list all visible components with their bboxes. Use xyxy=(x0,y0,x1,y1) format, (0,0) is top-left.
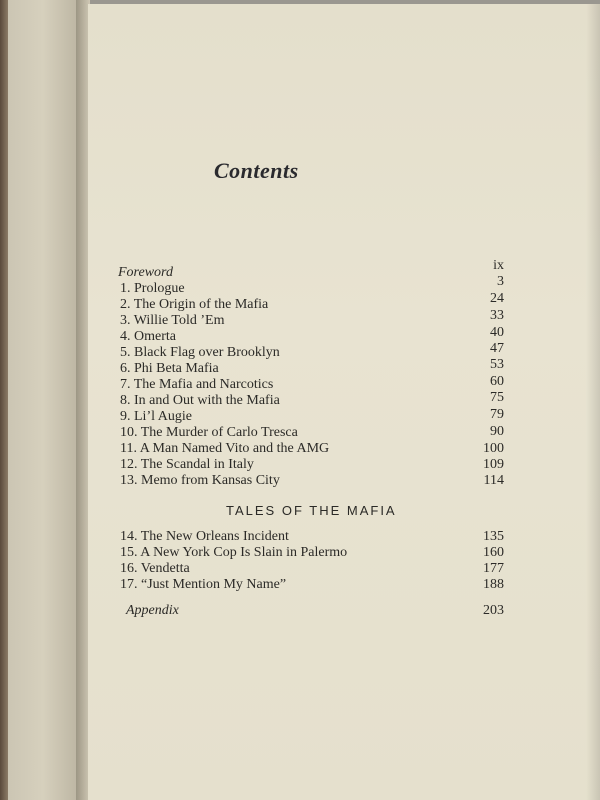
toc-entry-page: 177 xyxy=(483,561,504,576)
toc-entry-page: 79 xyxy=(490,407,504,422)
toc-entry-page: 47 xyxy=(490,341,504,356)
toc-entry-page: ix xyxy=(493,258,504,273)
toc-entry-label: 3. Willie Told ’Em xyxy=(120,313,225,328)
toc-entry xyxy=(88,529,600,545)
toc-entry-page: 53 xyxy=(490,357,504,372)
section-heading: TALES OF THE MAFIA xyxy=(226,503,397,518)
toc-entry-label: 5. Black Flag over Brooklyn xyxy=(120,345,280,360)
toc-entry xyxy=(88,308,600,329)
page-title: Contents xyxy=(214,158,299,183)
toc-entry-label: 8. In and Out with the Mafia xyxy=(120,393,280,408)
toc-entry-label: 14. The New Orleans Incident xyxy=(120,529,289,544)
toc-entry xyxy=(88,457,600,473)
toc-entry-label: 1. Prologue xyxy=(120,281,185,296)
toc-entry-label: 10. The Murder of Carlo Tresca xyxy=(120,425,298,440)
toc-entry xyxy=(88,274,600,297)
toc-entry-label: 15. A New York Cop Is Slain in Palermo xyxy=(120,545,348,560)
toc-entry-page: 75 xyxy=(490,390,504,405)
toc-entry-page: 114 xyxy=(483,473,504,488)
toc-entry xyxy=(88,325,600,345)
book-cover-edge xyxy=(0,0,8,800)
contents-page xyxy=(88,4,600,800)
toc-entry-label: 9. Li’l Augie xyxy=(120,409,192,424)
toc-entry-page: 135 xyxy=(483,529,504,544)
toc-entry-label: 2. The Origin of the Mafia xyxy=(120,297,269,312)
toc-entry-page: 203 xyxy=(483,603,504,618)
toc-entry-page: 24 xyxy=(490,291,504,306)
toc-entry xyxy=(88,425,600,441)
toc-entry-page: 40 xyxy=(490,325,504,340)
toc-entry-page: 60 xyxy=(490,374,504,389)
toc-entry xyxy=(88,374,600,393)
toc-entry xyxy=(88,390,600,409)
toc-entry-label: 11. A Man Named Vito and the AMG xyxy=(120,441,330,456)
toc-entry-page: 3 xyxy=(497,274,504,289)
toc-entry xyxy=(88,473,600,489)
toc-entry-label: 12. The Scandal in Italy xyxy=(120,457,254,472)
toc-entry-page: 109 xyxy=(483,457,504,472)
toc-entry-foreword xyxy=(88,258,600,281)
toc-entry-page: 90 xyxy=(490,424,504,439)
toc-entry-label: Foreword xyxy=(118,265,173,280)
toc-entry xyxy=(88,409,600,425)
toc-entry-label: 17. “Just Mention My Name” xyxy=(120,577,287,592)
toc-entry-label: 7. The Mafia and Narcotics xyxy=(120,377,274,392)
toc-entry xyxy=(88,291,600,313)
toc-entry-label: 6. Phi Beta Mafia xyxy=(120,361,219,376)
toc-entry-label: 13. Memo from Kansas City xyxy=(120,473,280,488)
toc-entry xyxy=(88,577,600,593)
book-spine-page xyxy=(0,0,78,800)
toc-entry-page: 188 xyxy=(483,577,504,592)
toc-entry-page: 160 xyxy=(483,545,504,560)
toc-entry xyxy=(88,561,600,577)
toc-entry-label: 4. Omerta xyxy=(120,329,176,344)
toc-entry xyxy=(88,341,600,361)
toc-entry-appendix xyxy=(88,603,600,619)
toc-entry xyxy=(88,441,600,457)
toc-entry-label: 16. Vendetta xyxy=(120,561,190,576)
toc-entry xyxy=(88,357,600,377)
toc-entry-label: Appendix xyxy=(126,603,179,618)
toc-entry-page: 100 xyxy=(483,441,504,456)
toc-entry-page: 33 xyxy=(490,308,504,323)
toc-entry xyxy=(88,545,600,561)
